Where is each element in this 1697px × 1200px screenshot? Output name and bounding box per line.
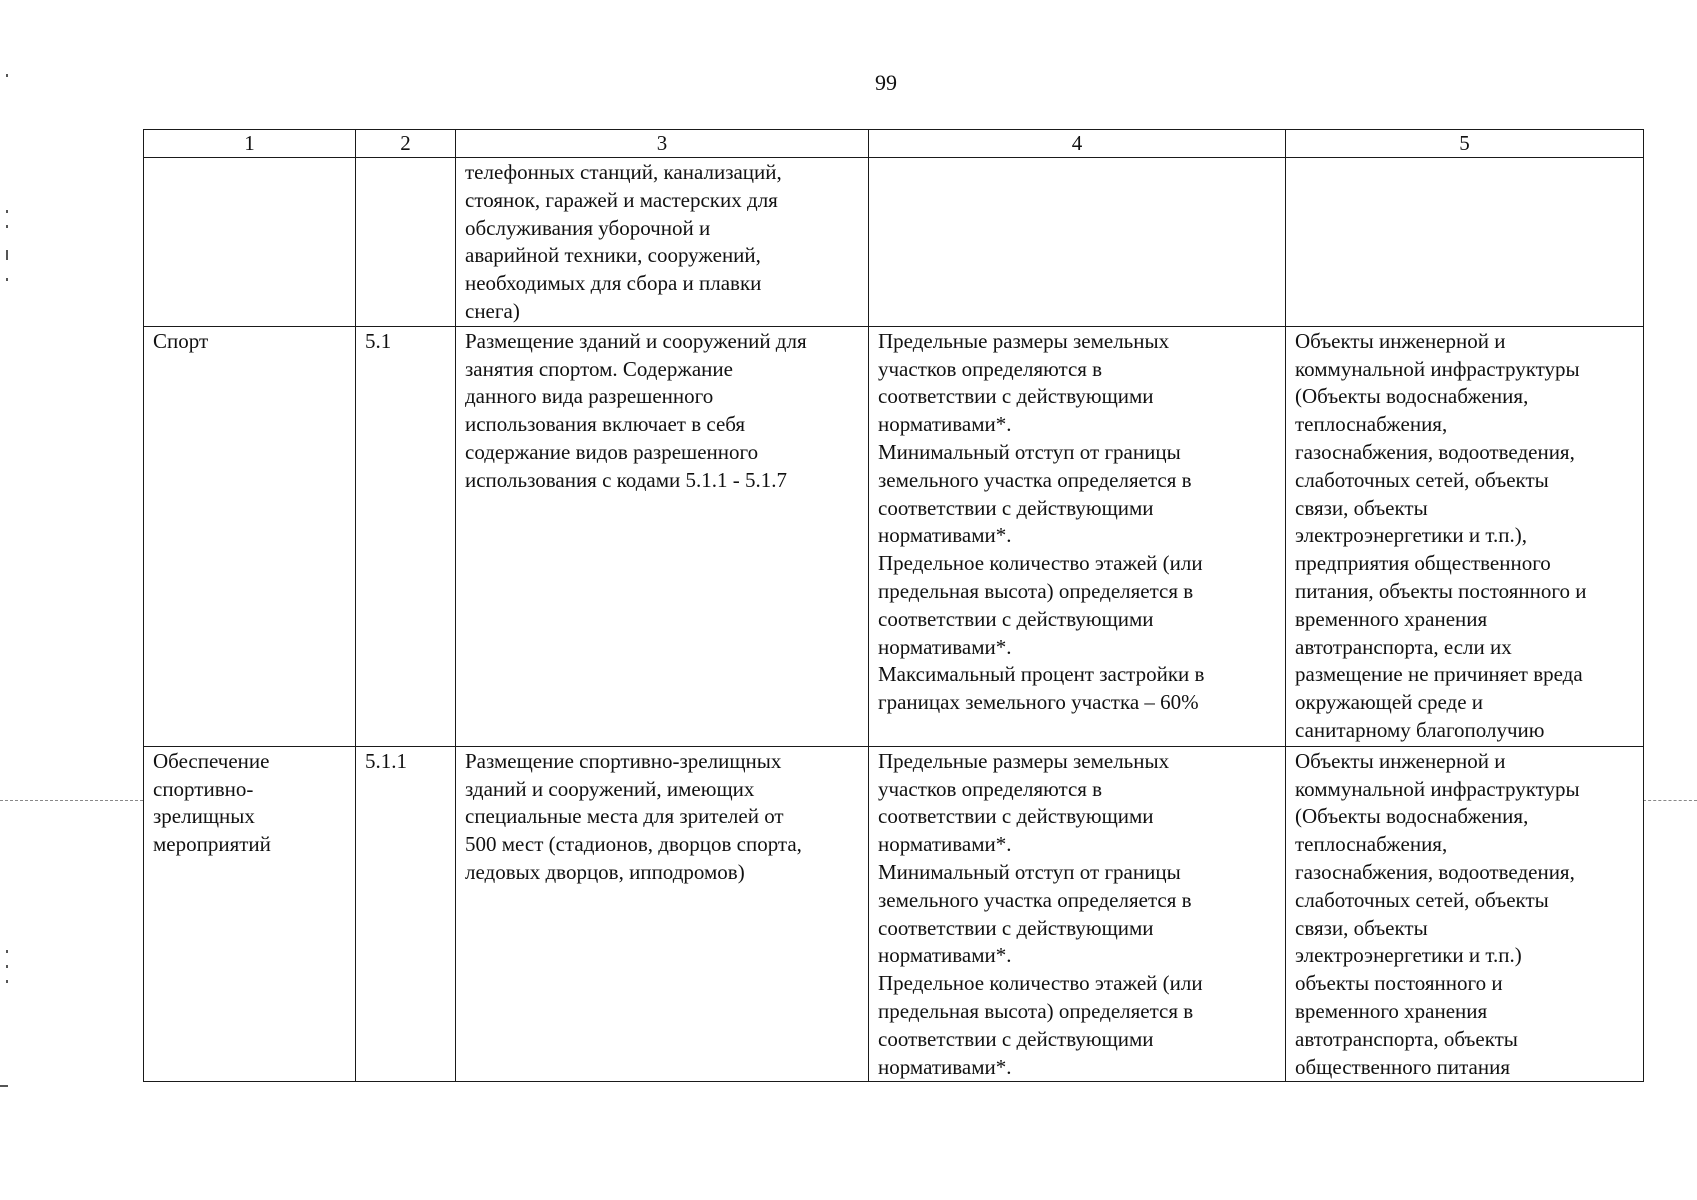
use-auxiliary-cell — [1286, 158, 1644, 327]
use-code: 5.1 — [365, 328, 392, 353]
table-row — [144, 158, 1644, 327]
use-code-cell — [356, 326, 456, 746]
use-parameters: Предельные размеры земельных участков определяются в соответствии с действующими нормативами*. Минимальный отступ от границы земельного участка определяется в соответствии с действующими нормативами*. Предельное количество этажей (или предельная высота) определяется в соответствии с действующими нормативами*. Максимальный процент застройки в границах земельного участка – 60% — [878, 328, 1205, 715]
use-code: 5.1.1 — [365, 748, 407, 773]
use-name-cell — [144, 326, 356, 746]
header-col-4: 4 — [869, 130, 1286, 158]
margin-mark — [6, 965, 8, 968]
header-col-1: 1 — [144, 130, 356, 158]
header-col-5: 5 — [1286, 130, 1644, 158]
use-description: Размещение зданий и сооружений для занятия спортом. Содержание данного вида разрешенного использования включает в себя содержание видов разрешенного использования с кодами 5.1.1 - 5.1.7 — [465, 328, 807, 492]
use-parameters-cell — [869, 746, 1286, 1082]
use-description-cell — [456, 158, 869, 327]
use-parameters-cell — [869, 326, 1286, 746]
land-use-table — [143, 129, 1644, 1082]
use-parameters-cell — [869, 158, 1286, 327]
fold-line-right — [1643, 800, 1697, 801]
use-name: Обеспечение спортивно- зрелищных мероприятий — [153, 748, 271, 857]
header-col-3: 3 — [456, 130, 869, 158]
margin-mark — [0, 1085, 8, 1087]
page-number: 99 — [875, 70, 897, 95]
table-header-row — [144, 130, 1644, 158]
use-code-cell — [356, 158, 456, 327]
use-description-cell — [456, 326, 869, 746]
use-parameters: Предельные размеры земельных участков определяются в соответствии с действующими нормативами*. Минимальный отступ от границы земельного участка определяется в соответствии с действующими нормативами*. Предельное количество этажей (или предельная высота) определяется в соответствии с действующими нормативами*. — [878, 748, 1203, 1079]
fold-line-left — [0, 800, 143, 801]
margin-mark — [6, 980, 8, 983]
margin-mark — [6, 278, 8, 281]
margin-mark — [6, 250, 8, 260]
table-row — [144, 746, 1644, 1082]
margin-mark — [6, 950, 8, 953]
use-description: Размещение спортивно-зрелищных зданий и сооружений, имеющих специальные места для зрителей от 500 мест (стадионов, дворцов спорта, ледовых дворцов, ипподромов) — [465, 748, 802, 884]
use-description-cell — [456, 746, 869, 1082]
use-auxiliary-cell — [1286, 746, 1644, 1082]
use-name-cell — [144, 746, 356, 1082]
use-description: телефонных станций, канализаций, стоянок, гаражей и мастерских для обслуживания уборочной и аварийной техники, сооружений, необходимых для сбора и плавки снега) — [465, 160, 782, 323]
use-auxiliary-cell — [1286, 326, 1644, 746]
use-name-cell — [144, 158, 356, 327]
margin-mark — [6, 225, 8, 228]
margin-mark — [6, 74, 8, 77]
table-row — [144, 326, 1644, 746]
header-col-2: 2 — [356, 130, 456, 158]
margin-mark — [6, 210, 8, 213]
use-auxiliary: Объекты инженерной и коммунальной инфраструктуры (Объекты водоснабжения, теплоснабжения, газоснабжения, водоотведения, слаботочных сетей, объекты связи, объекты электроэнергетики и т.п.), предприятия общественного питания, объекты постоянного и временного хранения автотранспорта, если их размещение не причиняет вреда окружающей среде и санитарному благополучию — [1295, 328, 1587, 742]
use-name: Спорт — [153, 328, 209, 353]
use-auxiliary: Объекты инженерной и коммунальной инфраструктуры (Объекты водоснабжения, теплоснабжения, газоснабжения, водоотведения, слаботочных сетей, объекты связи, объекты электроэнергетики и т.п.) объекты постоянного и временного хранения автотранспорта, объекты общественного питания — [1295, 748, 1580, 1079]
use-code-cell — [356, 746, 456, 1082]
